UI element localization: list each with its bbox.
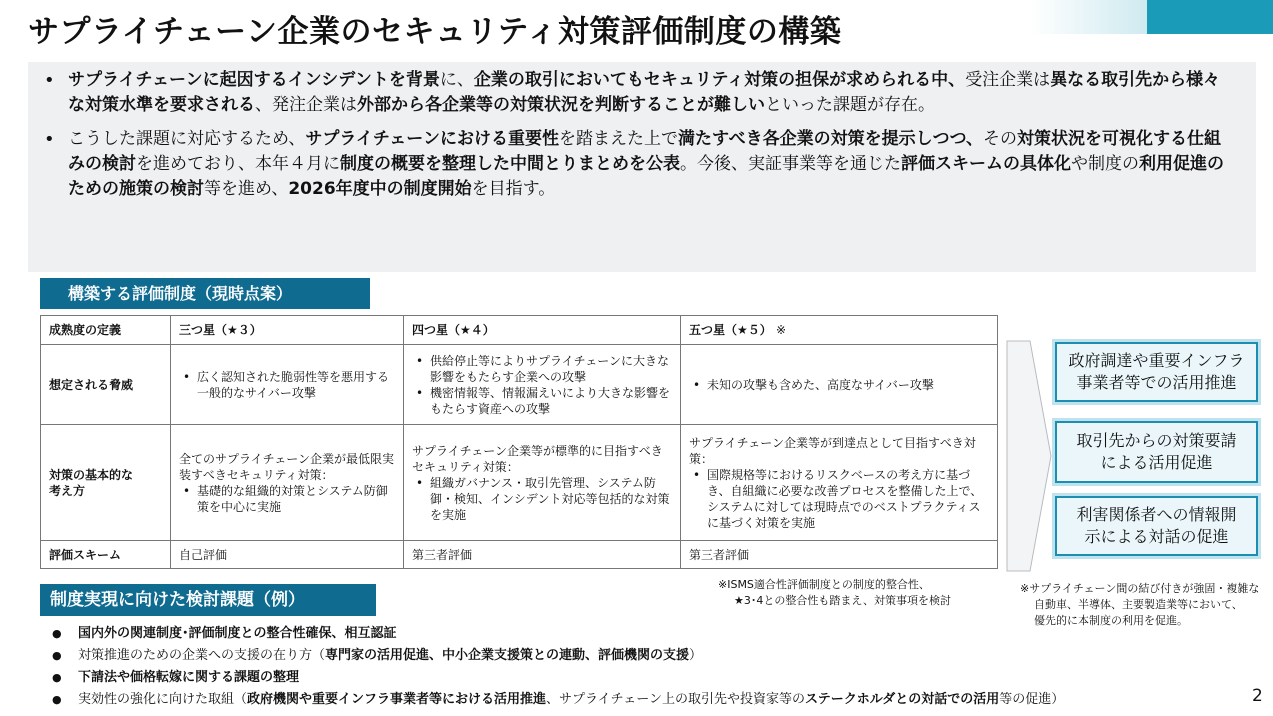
summary-text: 。今後、実証事業等を通じた (680, 154, 901, 174)
summary-text: 2026年度中の制度開始 (288, 179, 472, 199)
cell-intro: 全てのサプライチェーン企業が最低限実装すべきセキュリティ対策： (179, 451, 395, 482)
summary-text: 制度の概要を整理した中間とりまとめを公表 (340, 154, 680, 174)
summary-text: といった課題が存在。 (765, 95, 935, 115)
page-number: 2 (1252, 686, 1263, 706)
usage-box-government (1055, 342, 1258, 402)
list-item: • 未知の攻撃も含めた、高度なサイバー攻撃 (689, 377, 989, 393)
box-line: による活用促進 (1100, 453, 1213, 472)
summary-bullet-1 (68, 68, 1232, 118)
box-line: 政府調達や重要インフラ (1068, 351, 1245, 370)
summary-text: 企業の取引においてもセキュリティ対策の担保が求められる中、 (473, 70, 966, 90)
section-label-evaluation-system: 構築する評価制度（現時点案） (40, 278, 370, 309)
list-item: • 広く認知された脆弱性等を悪用する一般的なサイバー攻撃 (179, 369, 395, 401)
header-note-mark: ※ (775, 323, 787, 337)
summary-text: 異なる取引先から様々な対策水準を要求される (68, 70, 1221, 115)
note-line: 優先的に本制度の利用を促進。 (1034, 614, 1188, 627)
summary-text: サプライチェーンに起因するインシデントを背景 (68, 70, 440, 90)
row-label-line: 対策の基本的な (49, 467, 134, 482)
summary-text: 受注企業は (965, 70, 1051, 90)
table-row (41, 345, 998, 425)
summary-text: 満たすべき各企業の対策を提示しつつ、 (677, 129, 983, 149)
issue-text: ） (689, 648, 703, 663)
section-label-issues: 制度実現に向けた検討課題（例） (40, 584, 376, 616)
issue-text: 専門家の活用促進、中小企業支援策との連動、評価機関の支援 (325, 648, 690, 663)
summary-text: 対策状況を可視化する仕組みの検討 (68, 129, 1221, 174)
table-cell (171, 425, 404, 541)
summary-text: を踏まえた上で (558, 129, 678, 149)
table-cell (404, 345, 681, 425)
list-item: • 国際規格等におけるリスクベースの考え方に基づき、自組織に必要な改善プロセスを整備した上で、システムに対しては現時点でのベストプラクティスに基づく対策を実施 (689, 467, 989, 531)
issue-text: 対策推進のための企業への支援の在り方（ (78, 648, 326, 663)
table-cell (681, 425, 998, 541)
summary-text: 評価スキームの具体化 (901, 154, 1071, 174)
header-accent-bar (1147, 0, 1273, 34)
table-header-cell (681, 316, 998, 345)
issue-text: 等の促進） (999, 692, 1065, 707)
list-item (52, 667, 1064, 689)
summary-text: を目指す。 (471, 179, 556, 199)
note-line: ※サプライチェーン間の結び付きが強固・複雑な (1020, 582, 1260, 595)
right-arrow-icon (1006, 340, 1052, 572)
footnote-isms (718, 577, 951, 609)
page-title: サプライチェーン企業のセキュリティ対策評価制度の構築 (28, 14, 842, 50)
list-item: • 機密情報等、情報漏えいにより大きな影響をもたらす資産への攻撃 (412, 385, 672, 417)
list-item (52, 645, 1064, 667)
summary-bullet-2 (68, 127, 1232, 202)
box-line: 取引先からの対策要請 (1076, 431, 1237, 450)
table-cell: 自己評価 (171, 541, 404, 569)
table-row (41, 425, 998, 541)
cell-intro: サプライチェーン企業等が到達点として目指すべき対策： (689, 435, 976, 466)
summary-text: 利用促進のための施策の検討 (68, 154, 1224, 199)
table-header-cell: 三つ星（★３） (171, 316, 404, 345)
summary-text: 等を進め、 (204, 179, 289, 199)
row-label: 評価スキーム (41, 541, 171, 569)
evaluation-table (40, 315, 998, 569)
row-label (41, 425, 171, 541)
row-label: 想定される脅威 (41, 345, 171, 425)
note-line: ※ISMS適合性評価制度との制度的整合性、 (718, 578, 930, 591)
table-cell (171, 345, 404, 425)
summary-text: 、発注企業は (255, 95, 357, 115)
table-cell (681, 345, 998, 425)
table-row (41, 541, 998, 569)
summary-text: その (982, 129, 1017, 149)
issue-text: 、サプライチェーン上の取引先や投資家等の (546, 692, 805, 707)
table-cell (404, 425, 681, 541)
summary-text: サプライチェーンにおける重要性 (305, 129, 559, 149)
box-line: 示による対話の促進 (1084, 527, 1229, 546)
list-item: • 供給停止等によりサプライチェーンに大きな影響をもたらす企業への攻撃 (412, 353, 672, 385)
cell-intro: サプライチェーン企業等が標準的に目指すべきセキュリティ対策： (412, 443, 663, 474)
note-line: 自動車、半導体、主要製造業等において、 (1034, 598, 1243, 611)
summary-text: こうした課題に対応するため、 (68, 129, 306, 149)
footnote-supply-chain (1020, 581, 1259, 629)
summary-text: に、 (439, 70, 474, 90)
list-item (52, 623, 1064, 645)
box-line: 利害関係者への情報開 (1076, 505, 1237, 524)
summary-text: 外部から各企業等の対策状況を判断することが難しい (357, 95, 765, 115)
issue-text: ステークホルダとの対話での活用 (805, 692, 1000, 707)
summary-panel (28, 62, 1256, 272)
table-header-cell: 成熟度の定義 (41, 316, 171, 345)
table-header-row (41, 316, 998, 345)
row-label-line: 考え方 (49, 483, 86, 498)
table-cell: 第三者評価 (404, 541, 681, 569)
usage-box-business-partner (1055, 421, 1258, 483)
table-cell: 第三者評価 (681, 541, 998, 569)
issues-list (52, 623, 1064, 711)
issue-text: 政府機関や重要インフラ事業者等における活用推進 (247, 692, 547, 707)
summary-text: や制度の (1071, 154, 1139, 174)
issue-text: 下請法や価格転嫁に関する課題の整理 (78, 670, 300, 685)
list-item: • 基礎的な組織的対策とシステム防御策を中心に実施 (179, 483, 395, 515)
usage-box-stakeholder (1055, 496, 1258, 556)
table-header-cell: 四つ星（★４） (404, 316, 681, 345)
box-line: 事業者等での活用推進 (1076, 373, 1237, 392)
list-item (52, 689, 1064, 711)
note-line: ★3･4との整合性も踏まえ、対策事項を検討 (734, 594, 952, 607)
summary-text: を進めており、本年４月に (136, 154, 340, 174)
list-item: • 組織ガバナンス・取引先管理、システム防御・検知、インシデント対応等包括的な対策を実施 (412, 475, 672, 523)
issue-text: 実効性の強化に向けた取組（ (78, 692, 248, 707)
header-five-star: 五つ星（★５） (689, 323, 772, 337)
issue-text: 国内外の関連制度･評価制度との整合性確保、相互認証 (78, 626, 397, 641)
header-gradient-bar (1030, 0, 1147, 34)
